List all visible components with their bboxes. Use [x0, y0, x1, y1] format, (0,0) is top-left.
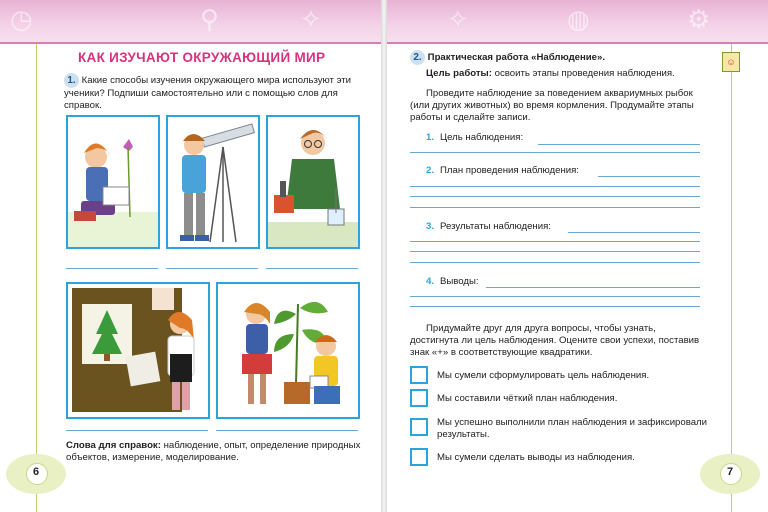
observation-item-conclusions — [426, 276, 479, 287]
goal-label: Цель работы: — [426, 68, 492, 79]
picture-girl-at-board — [66, 282, 210, 419]
goal-line — [426, 68, 675, 80]
item-label: План проведения наблюдения: — [440, 165, 579, 176]
answer-line[interactable] — [486, 287, 700, 288]
item-number: 3. — [426, 221, 435, 232]
header-band — [387, 0, 768, 42]
answer-line — [216, 430, 358, 431]
page-number-badge — [6, 454, 66, 494]
answer-line[interactable] — [410, 306, 700, 307]
header-line — [0, 42, 381, 44]
girl-reading-illustration — [68, 117, 158, 247]
checkbox-plan[interactable] — [410, 389, 428, 407]
task-2-title: Практическая работа «Наблюдение». — [427, 52, 606, 63]
answer-line[interactable] — [568, 232, 700, 233]
kids-plant-illustration — [218, 284, 358, 417]
header-band — [0, 0, 381, 42]
picture-scientist-with-microscope — [266, 115, 360, 249]
page-title: КАК ИЗУЧАЮТ ОКРУЖАЮЩИЙ МИР — [78, 50, 326, 65]
answer-line[interactable] — [410, 262, 700, 263]
item-number: 2. — [426, 165, 435, 176]
picture-girl-with-book — [66, 115, 160, 249]
goal-text: освоить этапы проведения наблюдения. — [494, 68, 675, 79]
check-label: Мы сумели сделать выводы из наблюдения. — [437, 452, 635, 463]
scientist-microscope-illustration — [268, 117, 358, 247]
clock-icon: ◷ — [10, 4, 33, 34]
answer-line[interactable] — [410, 207, 700, 208]
answer-line — [166, 268, 258, 269]
item-number: 4. — [426, 276, 435, 287]
check-label: Мы составили чёткий план наблюдения. — [437, 393, 618, 404]
answer-line[interactable] — [538, 144, 700, 145]
compass-icon: ✧ — [447, 4, 469, 34]
instruction-text: Проведите наблюдение за поведением аквариумных рыбок (или других животных) во время кормления. Продумайте этапы работы и сделайте записи. — [410, 88, 694, 123]
globe-icon: ◍ — [567, 4, 590, 34]
answer-line[interactable] — [410, 296, 700, 297]
picture-boy-with-telescope — [166, 115, 260, 249]
item-label: Результаты наблюдения: — [440, 221, 551, 232]
answer-line — [66, 268, 158, 269]
observation-item-goal — [426, 132, 523, 143]
margin-line — [731, 44, 732, 512]
left-page — [0, 0, 381, 512]
item-number: 1. — [426, 132, 435, 143]
help-text: наблюдение, опыт, определение природных объектов, измерение, моделирование. — [66, 440, 361, 463]
gear-icon: ⚙ — [687, 4, 711, 34]
self-check-text: Придумайте друг для друга вопросы, чтобы узнать, достигнута ли цель наблюдения. Оцените свои успехи, поставив знак «+» в соответствующие квадратики. — [410, 323, 700, 358]
girl-board-illustration — [68, 284, 208, 417]
compass-icon: ✧ — [300, 4, 322, 34]
boy-telescope-illustration — [168, 117, 258, 247]
task-number: 2. — [410, 50, 425, 65]
answer-line — [266, 268, 358, 269]
answer-line[interactable] — [598, 176, 700, 177]
page-number-badge — [700, 454, 760, 494]
answer-line — [66, 430, 208, 431]
answer-line[interactable] — [410, 152, 700, 153]
answer-line[interactable] — [410, 196, 700, 197]
observation-item-plan — [426, 165, 579, 176]
help-label: Слова для справок: — [66, 440, 161, 451]
task-1 — [64, 73, 364, 112]
task-1-text: Какие способы изучения окружающего мира используют эти ученики? Подпиши самостоятельно или с помощью слов для справок. — [64, 75, 352, 111]
check-label: Мы сумели сформулировать цель наблюдения. — [437, 370, 650, 381]
observation-item-results — [426, 221, 551, 232]
answer-line[interactable] — [410, 251, 700, 252]
answer-line[interactable] — [410, 186, 700, 187]
margin-line — [36, 44, 37, 512]
task-number: 1. — [64, 73, 79, 88]
item-label: Выводы: — [440, 276, 479, 287]
check-label: Мы успешно выполнили план наблюдения и зафиксировали результаты. — [437, 417, 708, 440]
page-number: 6 — [32, 466, 40, 478]
help-words — [66, 440, 366, 464]
checkbox-conclusions[interactable] — [410, 448, 428, 466]
pair-work-icon: ☺ — [722, 52, 740, 72]
header-line — [387, 42, 768, 44]
page-number: 7 — [726, 466, 734, 478]
answer-line[interactable] — [410, 241, 700, 242]
checkbox-results[interactable] — [410, 418, 428, 436]
task-2-heading — [410, 50, 605, 65]
picture-kids-with-plant — [216, 282, 360, 419]
item-label: Цель наблюдения: — [440, 132, 524, 143]
checkbox-goal[interactable] — [410, 366, 428, 384]
microscope-icon: ⚲ — [200, 4, 220, 34]
